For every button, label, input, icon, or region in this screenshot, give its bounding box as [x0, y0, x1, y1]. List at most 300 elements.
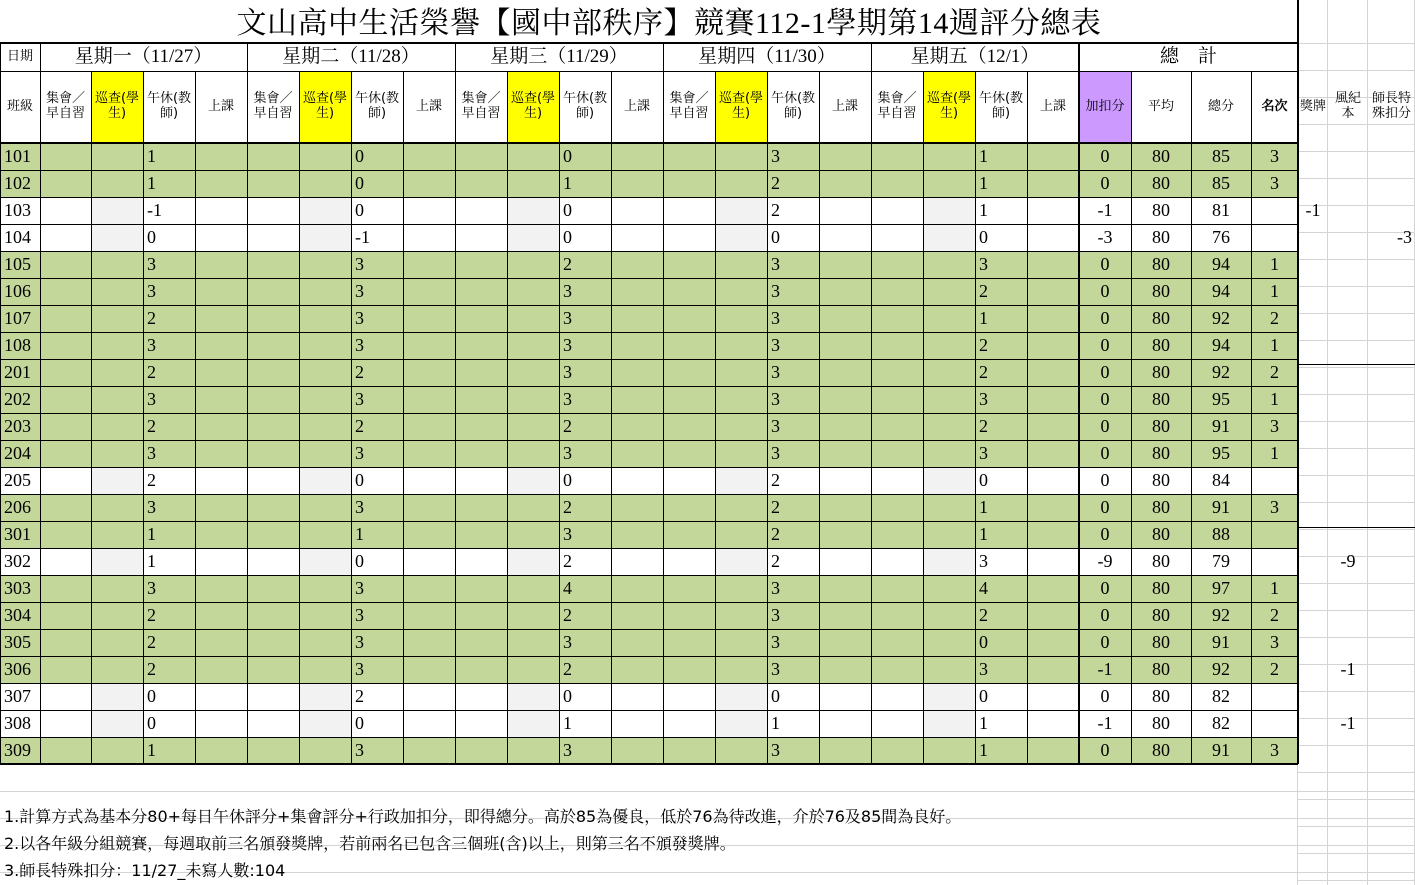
nap-score: 3: [771, 362, 780, 383]
total-rank: [1251, 224, 1298, 251]
discipline-book-value: [1328, 386, 1368, 413]
total-rank: [1251, 548, 1298, 575]
discipline-book-value: [1328, 305, 1368, 332]
patrol-cell: [924, 198, 975, 224]
total-adj: 0: [1100, 254, 1110, 275]
table-border: [559, 71, 560, 764]
total-avg: 80: [1152, 173, 1170, 194]
teacher-deduction-value: [1368, 170, 1415, 197]
nap-score: 3: [355, 605, 364, 626]
table-border: [247, 43, 248, 764]
teacher-deduction-value: -3: [1397, 227, 1412, 248]
total-rank: [1251, 197, 1298, 224]
table-border: [871, 43, 872, 764]
total-rank: [1251, 710, 1298, 737]
nap-score: 1: [979, 713, 988, 734]
total-avg: 80: [1152, 443, 1170, 464]
nap-score: 2: [563, 416, 572, 437]
total-total: 94: [1212, 254, 1230, 275]
table-border: [403, 71, 404, 764]
nap-score: 1: [147, 173, 156, 194]
class-number: 101: [4, 146, 31, 167]
table-border: [507, 71, 508, 764]
nap-score: 3: [979, 659, 988, 680]
total-avg: 80: [1152, 659, 1170, 680]
sub-header-assembly: 集會／早自習: [45, 91, 85, 121]
nap-score: 3: [147, 281, 156, 302]
sub-header-assembly: 集會／早自習: [253, 91, 293, 121]
medal-value: [1298, 467, 1328, 494]
class-number: 305: [4, 632, 31, 653]
total-sub-header-total: 總分: [1207, 98, 1234, 114]
nap-score: 3: [771, 281, 780, 302]
nap-score: 3: [979, 551, 988, 572]
total-avg: 80: [1152, 254, 1170, 275]
total-avg: 80: [1152, 605, 1170, 626]
total-adj: -3: [1079, 224, 1131, 251]
nap-score: 1: [563, 173, 572, 194]
patrol-cell: [508, 198, 559, 224]
nap-score: 1: [563, 713, 572, 734]
discipline-book-value: [1328, 251, 1368, 278]
nap-score: 3: [563, 524, 572, 545]
nap-score: 3: [771, 416, 780, 437]
table-border: [40, 43, 41, 764]
total-avg: 80: [1152, 281, 1170, 302]
sub-header-patrol: 巡查(學生): [923, 71, 975, 143]
sheet-title: 文山高中生活榮譽【國中部秩序】競賽112-1學期第14週評分總表: [236, 6, 1102, 40]
total-avg: 80: [1131, 224, 1191, 251]
total-avg: 80: [1152, 524, 1170, 545]
patrol-cell: [508, 711, 559, 737]
teacher-deduction-value: [1368, 737, 1415, 764]
total-adj: 0: [1100, 497, 1110, 518]
discipline-book-value: [1328, 170, 1368, 197]
sub-header-class: 上課: [415, 98, 442, 114]
patrol-cell: [924, 468, 975, 494]
total-total: 85: [1212, 146, 1230, 167]
nap-score: 3: [771, 605, 780, 626]
nap-score: 3: [563, 362, 572, 383]
total-total: 76: [1191, 224, 1251, 251]
class-number: 104: [4, 227, 31, 248]
nap-score: 0: [355, 200, 364, 221]
medal-value: [1298, 413, 1328, 440]
extra-header-medal: 獎牌: [1300, 98, 1327, 114]
class-number: 105: [4, 254, 31, 275]
nap-score: 3: [771, 632, 780, 653]
patrol-cell: [300, 225, 351, 251]
sub-header-patrol: 巡查(學生): [299, 71, 351, 143]
total-rank: 1: [1270, 389, 1279, 410]
total-rank: 1: [1270, 254, 1279, 275]
medal-value: [1298, 224, 1328, 251]
total-adj: 0: [1100, 281, 1110, 302]
total-sub-header-rank: 名次: [1261, 98, 1288, 114]
nap-score: 2: [147, 362, 156, 383]
teacher-deduction-value: [1368, 278, 1415, 305]
total-rank: 3: [1270, 632, 1279, 653]
extra-header-teacher-deduction: 師長特殊扣分: [1371, 91, 1411, 121]
total-avg: 80: [1152, 416, 1170, 437]
nap-score: 1: [147, 524, 156, 545]
patrol-cell: [92, 468, 143, 494]
discipline-book-value: -1: [1340, 713, 1356, 734]
nap-score: 3: [355, 632, 364, 653]
medal-value: [1298, 332, 1328, 359]
nap-score: 3: [355, 497, 364, 518]
nap-score: 3: [979, 254, 988, 275]
sub-header-assembly: 集會／早自習: [461, 91, 501, 121]
nap-score: 1: [979, 308, 988, 329]
patrol-cell: [716, 198, 767, 224]
footnote-2: 2.以各年級分組競賽，每週取前三名頒發獎牌，若前兩名已包含三個班(含)以上，則第三名不頒發獎牌。: [4, 834, 736, 854]
total-rank: 3: [1270, 146, 1279, 167]
nap-score: 3: [771, 146, 780, 167]
nap-score: 2: [771, 173, 780, 194]
discipline-book-value: [1328, 575, 1368, 602]
footnote-1: 1.計算方式為基本分80+每日午休評分+集會評分+行政加扣分，即得總分。高於85為優良，低於76為待改進，介於76及85間為良好。: [4, 807, 962, 827]
class-number: 304: [4, 605, 31, 626]
discipline-book-value: [1328, 332, 1368, 359]
patrol-cell: [508, 225, 559, 251]
discipline-book-value: -9: [1340, 551, 1356, 572]
total-total: 84: [1191, 467, 1251, 494]
nap-score: 3: [147, 335, 156, 356]
nap-score: 2: [563, 659, 572, 680]
nap-score: 3: [355, 659, 364, 680]
day-header-4: 星期四（11/30）: [698, 46, 836, 68]
total-total: 91: [1212, 740, 1230, 761]
patrol-cell: [92, 549, 143, 575]
class-label: 班級: [6, 98, 33, 114]
teacher-deduction-value: [1368, 494, 1415, 521]
total-adj: 0: [1100, 308, 1110, 329]
teacher-deduction-value: [1368, 386, 1415, 413]
total-avg: 80: [1152, 308, 1170, 329]
nap-score: 1: [979, 200, 988, 221]
discipline-book-value: [1328, 683, 1368, 710]
total-rank: 1: [1270, 443, 1279, 464]
nap-score: 0: [563, 200, 572, 221]
total-adj: 0: [1100, 443, 1110, 464]
teacher-deduction-value: [1368, 251, 1415, 278]
nap-score: 1: [979, 146, 988, 167]
patrol-cell: [508, 549, 559, 575]
patrol-cell: [300, 684, 351, 710]
nap-score: 4: [979, 578, 988, 599]
total-avg: 80: [1152, 389, 1170, 410]
nap-score: 1: [979, 497, 988, 518]
teacher-deduction-value: [1368, 710, 1415, 737]
total-avg: 80: [1152, 632, 1170, 653]
patrol-cell: [716, 711, 767, 737]
total-rank: 2: [1270, 659, 1279, 680]
total-sub-header-adjust: 加扣分: [1079, 71, 1131, 143]
table-border: [1298, 364, 1415, 365]
sub-header-assembly: 集會／早自習: [877, 91, 917, 121]
nap-score: 2: [771, 551, 780, 572]
discipline-book-value: [1328, 278, 1368, 305]
total-avg: 80: [1131, 683, 1191, 710]
sub-header-nap: 午休(教師): [770, 91, 816, 121]
patrol-cell: [92, 711, 143, 737]
total-adj: -1: [1097, 659, 1113, 680]
total-total: 94: [1212, 335, 1230, 356]
teacher-deduction-value: [1368, 629, 1415, 656]
table-border: [1251, 71, 1252, 764]
total-adj: 0: [1100, 335, 1110, 356]
discipline-book-value: [1328, 602, 1368, 629]
total-total: 92: [1212, 659, 1230, 680]
medal-value: [1298, 656, 1328, 683]
nap-score: 3: [563, 632, 572, 653]
nap-score: 2: [563, 497, 572, 518]
nap-score: 3: [771, 578, 780, 599]
nap-score: 3: [771, 740, 780, 761]
table-border: [143, 71, 144, 764]
discipline-book-value: [1328, 413, 1368, 440]
nap-score: 2: [771, 200, 780, 221]
nap-score: 0: [355, 551, 364, 572]
discipline-book-value: -1: [1340, 659, 1356, 680]
sub-header-class: 上課: [1039, 98, 1066, 114]
sub-header-class: 上課: [623, 98, 650, 114]
class-number: 205: [4, 470, 31, 491]
total-avg: 80: [1152, 362, 1170, 383]
total-adj: 0: [1079, 467, 1131, 494]
teacher-deduction-value: [1368, 575, 1415, 602]
day-header-2: 星期二（11/28）: [282, 46, 420, 68]
teacher-deduction-value: [1368, 683, 1415, 710]
class-number: 309: [4, 740, 31, 761]
table-border: [455, 43, 456, 764]
nap-score: 2: [563, 551, 572, 572]
medal-value: [1298, 548, 1328, 575]
patrol-cell: [92, 198, 143, 224]
medal-value: [1298, 494, 1328, 521]
table-border: [819, 71, 820, 764]
total-rank: 3: [1270, 416, 1279, 437]
nap-score: 0: [563, 686, 572, 707]
class-number: 102: [4, 173, 31, 194]
day-header-3: 星期三（11/29）: [490, 46, 628, 68]
nap-score: 3: [355, 335, 364, 356]
medal-value: [1298, 737, 1328, 764]
table-border: [91, 71, 92, 764]
nap-score: 2: [147, 416, 156, 437]
total-adj: 0: [1100, 173, 1110, 194]
patrol-cell: [716, 549, 767, 575]
nap-score: 2: [771, 470, 780, 491]
nap-score: -1: [355, 227, 370, 248]
total-rank: 1: [1270, 281, 1279, 302]
patrol-cell: [924, 684, 975, 710]
nap-score: 2: [979, 281, 988, 302]
total-total: 92: [1212, 308, 1230, 329]
nap-score: 0: [147, 686, 156, 707]
total-rank: [1251, 683, 1298, 710]
total-adj: -1: [1079, 197, 1131, 224]
nap-score: 0: [979, 632, 988, 653]
total-adj: 0: [1100, 416, 1110, 437]
teacher-deduction-value: [1368, 548, 1415, 575]
total-total: 91: [1212, 416, 1230, 437]
nap-score: 2: [355, 362, 364, 383]
teacher-deduction-value: [1368, 197, 1415, 224]
total-avg: 80: [1131, 197, 1191, 224]
nap-score: 2: [147, 632, 156, 653]
nap-score: 1: [355, 524, 364, 545]
medal-value: [1298, 575, 1328, 602]
nap-score: 2: [147, 308, 156, 329]
nap-score: 2: [355, 686, 364, 707]
total-total: 97: [1212, 578, 1230, 599]
nap-score: 2: [563, 254, 572, 275]
nap-score: 3: [771, 659, 780, 680]
medal-value: [1298, 710, 1328, 737]
nap-score: 3: [771, 443, 780, 464]
patrol-cell: [716, 225, 767, 251]
nap-score: 0: [355, 470, 364, 491]
table-border: [975, 71, 976, 764]
class-number: 302: [4, 551, 31, 572]
teacher-deduction-value: [1368, 521, 1415, 548]
nap-score: 1: [979, 524, 988, 545]
total-avg: 80: [1131, 467, 1191, 494]
total-avg: 80: [1152, 146, 1170, 167]
nap-score: 0: [147, 713, 156, 734]
total-adj: 0: [1100, 524, 1110, 545]
patrol-cell: [300, 468, 351, 494]
total-total: 85: [1212, 173, 1230, 194]
nap-score: 0: [355, 173, 364, 194]
nap-score: 2: [147, 605, 156, 626]
nap-score: 3: [147, 389, 156, 410]
medal-value: [1298, 440, 1328, 467]
teacher-deduction-value: [1368, 602, 1415, 629]
total-rank: 3: [1270, 497, 1279, 518]
total-header: 總 計: [1159, 46, 1217, 68]
medal-value: [1298, 683, 1328, 710]
total-adj: 0: [1100, 605, 1110, 626]
total-avg: 80: [1131, 548, 1191, 575]
teacher-deduction-value: [1368, 467, 1415, 494]
patrol-cell: [716, 684, 767, 710]
total-total: 92: [1212, 362, 1230, 383]
table-border: [1027, 71, 1028, 764]
total-rank: 2: [1270, 605, 1279, 626]
nap-score: 0: [979, 227, 988, 248]
discipline-book-value: [1328, 440, 1368, 467]
medal-value: [1298, 278, 1328, 305]
class-number: 306: [4, 659, 31, 680]
table-border: [767, 71, 768, 764]
table-border: [351, 71, 352, 764]
sub-header-patrol: 巡查(學生): [507, 71, 559, 143]
patrol-cell: [924, 549, 975, 575]
nap-score: 3: [355, 308, 364, 329]
discipline-book-value: [1328, 494, 1368, 521]
patrol-cell: [924, 225, 975, 251]
nap-score: 4: [563, 578, 572, 599]
nap-score: 2: [355, 416, 364, 437]
nap-score: 3: [563, 335, 572, 356]
total-total: 95: [1212, 389, 1230, 410]
total-adj: 0: [1100, 389, 1110, 410]
teacher-deduction-value: [1368, 143, 1415, 170]
total-rank: 1: [1270, 578, 1279, 599]
class-number: 202: [4, 389, 31, 410]
table-border: [611, 71, 612, 764]
total-rank: 2: [1270, 308, 1279, 329]
nap-score: 1: [979, 740, 988, 761]
class-number: 204: [4, 443, 31, 464]
table-border: [0, 42, 1298, 44]
nap-score: 3: [771, 308, 780, 329]
nap-score: 2: [147, 659, 156, 680]
nap-score: 3: [355, 254, 364, 275]
nap-score: 1: [771, 713, 780, 734]
total-avg: 80: [1152, 740, 1170, 761]
medal-value: [1298, 170, 1328, 197]
class-number: 308: [4, 713, 31, 734]
patrol-cell: [92, 684, 143, 710]
nap-score: 0: [563, 146, 572, 167]
patrol-cell: [92, 225, 143, 251]
class-number: 107: [4, 308, 31, 329]
class-number: 108: [4, 335, 31, 356]
total-rank: 3: [1270, 740, 1279, 761]
nap-score: 3: [355, 443, 364, 464]
class-number: 303: [4, 578, 31, 599]
class-number: 301: [4, 524, 31, 545]
total-adj: -1: [1079, 710, 1131, 737]
total-avg: 80: [1152, 578, 1170, 599]
total-total: 91: [1212, 497, 1230, 518]
table-border: [299, 71, 300, 764]
nap-score: 3: [355, 740, 364, 761]
teacher-deduction-value: [1368, 440, 1415, 467]
total-total: 92: [1212, 605, 1230, 626]
sub-header-nap: 午休(教師): [562, 91, 608, 121]
total-adj: 0: [1100, 632, 1110, 653]
nap-score: 3: [979, 443, 988, 464]
nap-score: 3: [147, 497, 156, 518]
date-label: 日期: [6, 48, 33, 64]
sub-header-nap: 午休(教師): [978, 91, 1024, 121]
total-avg: 80: [1152, 497, 1170, 518]
nap-score: 3: [771, 254, 780, 275]
medal-value: [1298, 521, 1328, 548]
class-number: 201: [4, 362, 31, 383]
table-border: [1131, 71, 1132, 764]
sub-header-nap: 午休(教師): [354, 91, 400, 121]
patrol-cell: [300, 198, 351, 224]
total-rank: 3: [1270, 173, 1279, 194]
patrol-cell: [508, 468, 559, 494]
sub-header-assembly: 集會／早自習: [669, 91, 709, 121]
nap-score: -1: [147, 200, 162, 221]
sub-header-patrol: 巡查(學生): [715, 71, 767, 143]
teacher-deduction-value: [1368, 656, 1415, 683]
table-border: [663, 43, 664, 764]
nap-score: 3: [771, 335, 780, 356]
class-number: 103: [4, 200, 31, 221]
class-number: 203: [4, 416, 31, 437]
total-rank: [1251, 521, 1298, 548]
nap-score: 3: [563, 389, 572, 410]
